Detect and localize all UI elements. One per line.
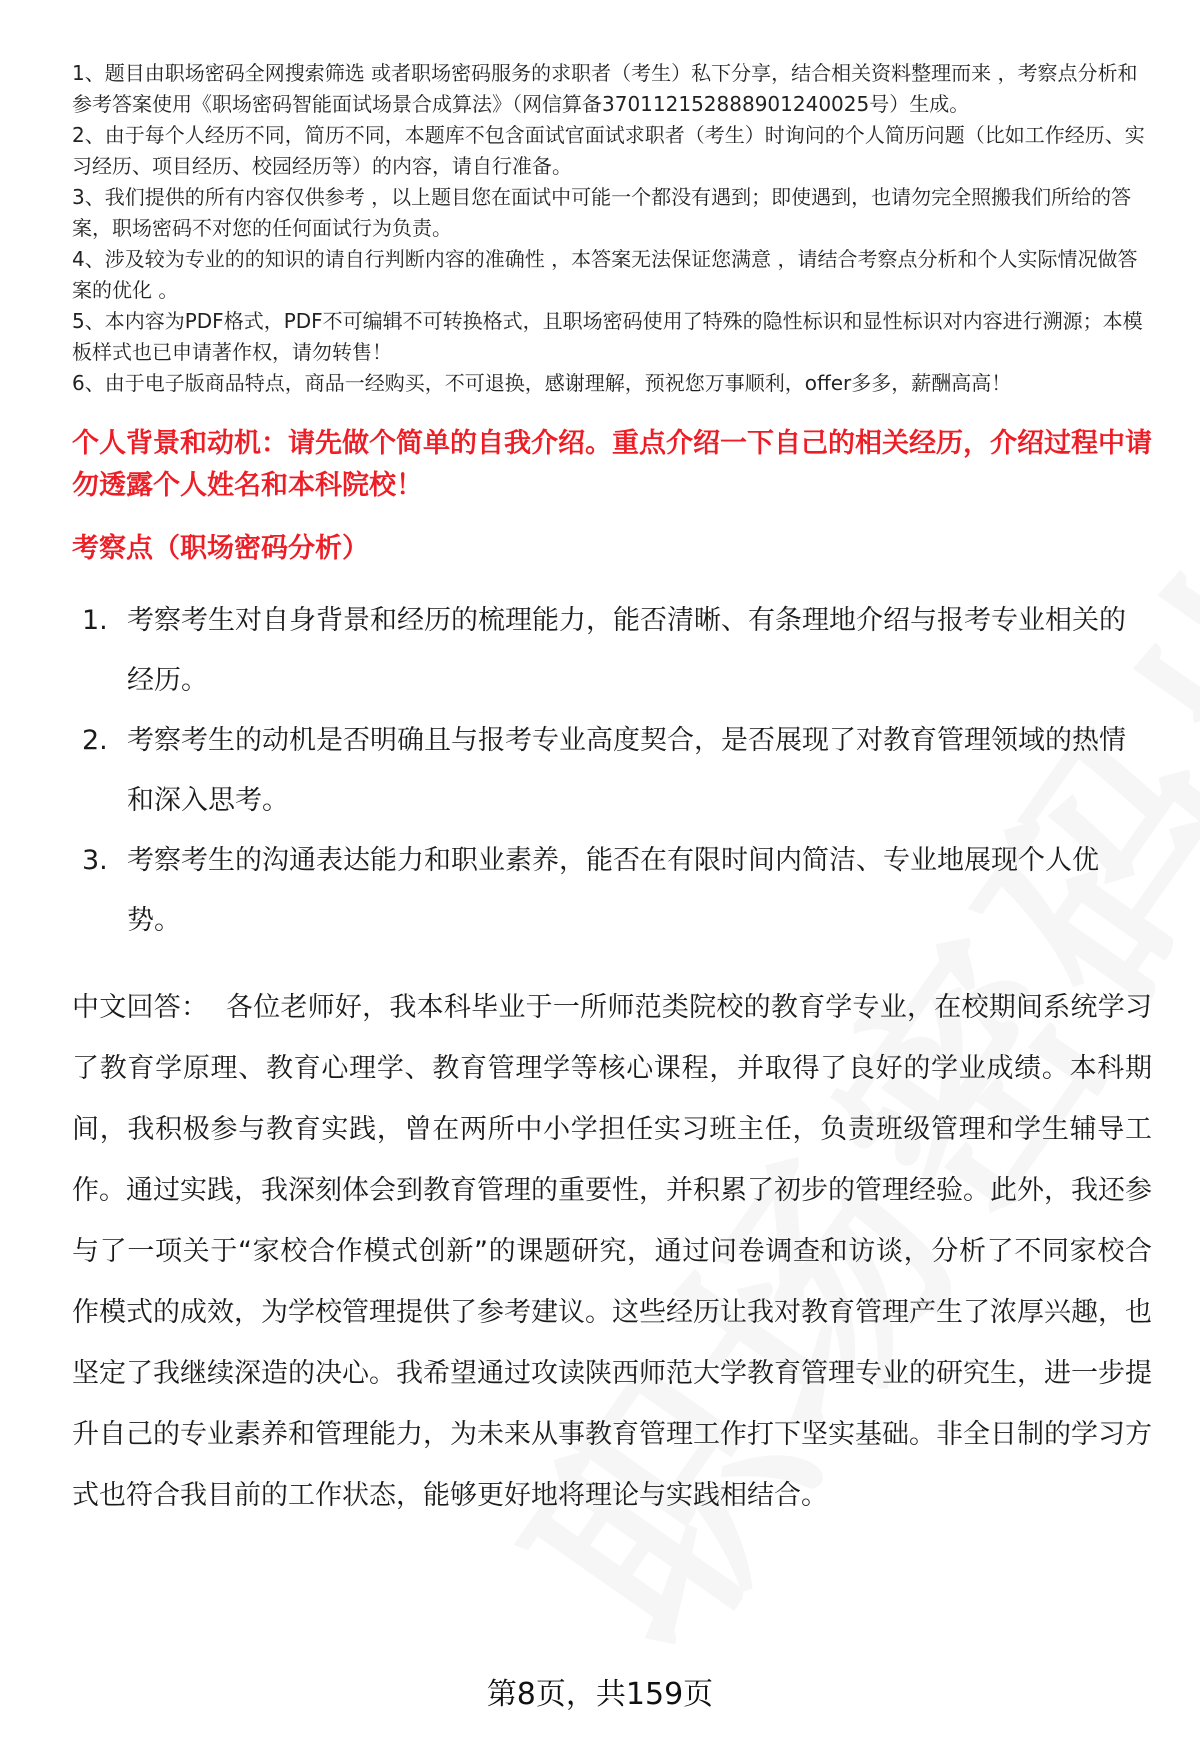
note-item: 3、我们提供的所有内容仅供参考 ，以上题目您在面试中可能一个都没有遇到；即使遇到，也请勿完全照搬我们所给的答案，职场密码不对您的任何面试行为负责。 — [72, 185, 1132, 240]
analysis-point — [82, 711, 1152, 831]
point-text: 考察考生的动机是否明确且与报考专业高度契合，是否展现了对教育管理领域的热情和深入思考。 — [127, 725, 1126, 816]
point-text: 考察考生的沟通表达能力和职业素养，能否在有限时间内简洁、专业地展现个人优势。 — [127, 845, 1099, 936]
note-item: 4、涉及较为专业的的知识的请自行判断内容的准确性 ，本答案无法保证您满意 ，请结合考察点分析和个人实际情况做答案的优化 。 — [72, 247, 1138, 302]
answer-paragraph — [72, 977, 1152, 1526]
disclaimer-notes — [72, 58, 1152, 399]
page-number: 第8页，共159页 — [486, 1677, 714, 1712]
point-number: 3. — [82, 845, 108, 876]
answer-label: 中文回答： — [72, 992, 209, 1023]
point-number: 2. — [82, 725, 108, 756]
note-item: 2、由于每个人经历不同，简历不同，本题库不包含面试官面试求职者（考生）时询问的个人简历问题（比如工作经历、实习经历、项目经历、校园经历等）的内容，请自行准备。 — [72, 123, 1145, 178]
point-number: 1. — [82, 605, 108, 636]
analysis-point — [82, 591, 1152, 711]
note-item: 1、题目由职场密码全网搜索筛选 或者职场密码服务的求职者（考生）私下分享，结合相关资料整理而来 ，考察点分析和参考答案使用《职场密码智能面试场景合成算法》（网信算备370112152888901240025号）生成。 — [72, 61, 1138, 116]
note-item: 5、本内容为PDF格式，PDF不可编辑不可转换格式，且职场密码使用了特殊的隐性标识和显性标识对内容进行溯源；本模板样式也已申请著作权，请勿转售！ — [72, 309, 1143, 364]
interview-question: 个人背景和动机：请先做个简单的自我介绍。重点介绍一下自己的相关经历，介绍过程中请勿透露个人姓名和本科院校！ — [72, 428, 1152, 501]
analysis-point — [82, 831, 1152, 951]
page-footer — [0, 1675, 1200, 1715]
note-item: 6、由于电子版商品特点，商品一经购买，不可退换，感谢理解，预祝您万事顺利，offer多多，薪酬高高！ — [72, 371, 1012, 395]
analysis-points — [72, 591, 1152, 951]
analysis-heading: 考察点（职场密码分析） — [72, 533, 369, 564]
answer-text: 各位老师好，我本科毕业于一所师范类院校的教育学专业，在校期间系统学习了教育学原理、教育心理学、教育管理学等核心课程，并取得了良好的学业成绩。本科期间，我积极参与教育实践，曾在两所中小学担任实习班主任，负责班级管理和学生辅导工作。通过实践，我深刻体会到教育管理的重要性，并积累了初步的管理经验。此外，我还参与了一项关于“家校合作模式创新”的课题研究，通过问卷调查和访谈，分析了不同家校合作模式的成效，为学校管理提供了参考建议。这些经历让我对教育管理产生了浓厚兴趣，也坚定了我继续深造的决心。我希望通过攻读陕西师范大学教育管理专业的研究生，进一步提升自己的专业素养和管理能力，为未来从事教育管理工作打下坚实基础。非全日制的学习方式也符合我目前的工作状态，能够更好地将理论与实践相结合。 — [72, 992, 1153, 1511]
document-page — [72, 58, 1152, 1526]
point-text: 考察考生对自身背景和经历的梳理能力，能否清晰、有条理地介绍与报考专业相关的经历。 — [127, 605, 1126, 696]
